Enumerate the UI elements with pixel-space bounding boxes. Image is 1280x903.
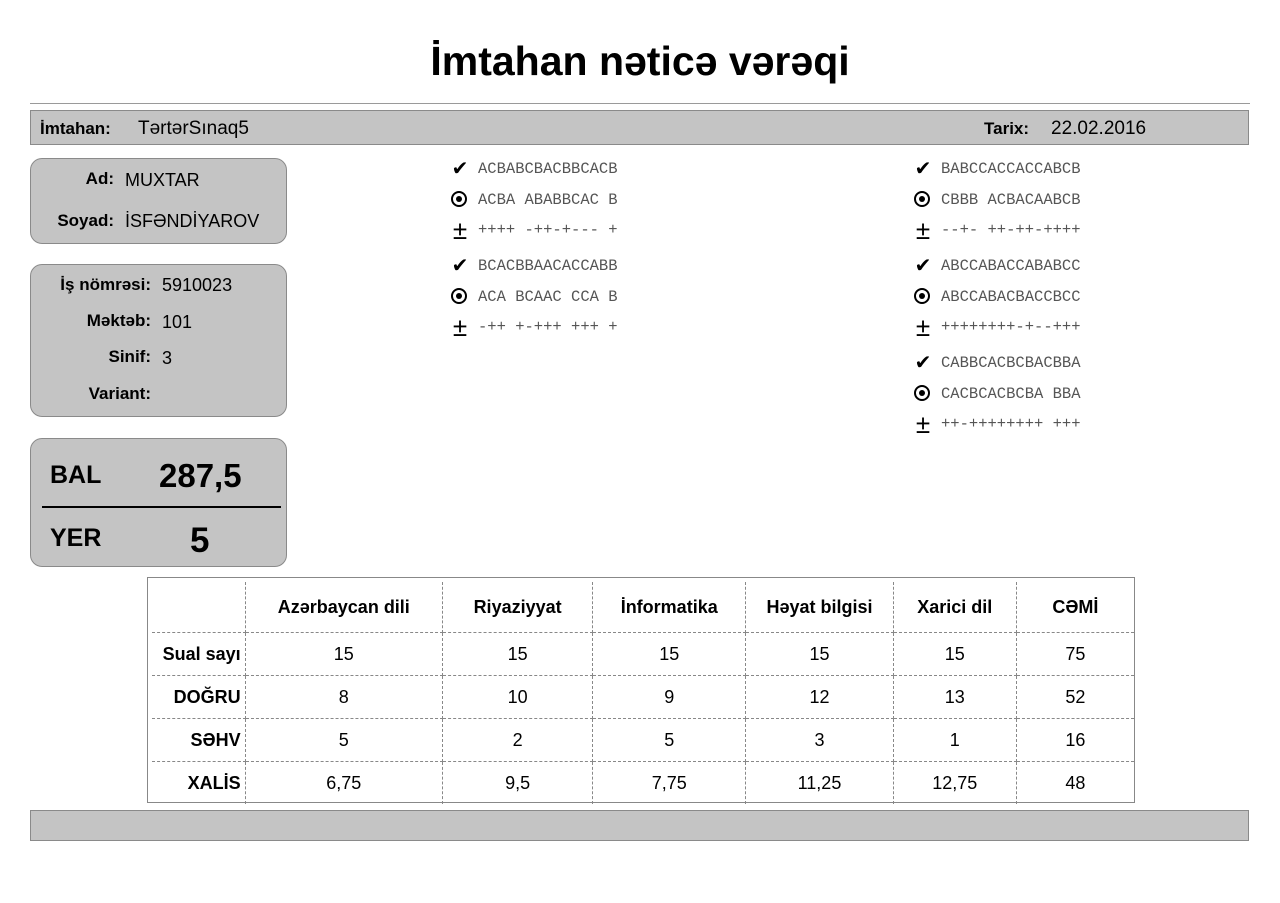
name-label: Ad: [85, 169, 114, 188]
grade-label: Sinif: [108, 347, 151, 366]
name-value: MUXTAR [125, 170, 200, 190]
plus-minus-icon: ± [452, 215, 468, 245]
answer-string: ABCCABACBACCBCC [941, 287, 1081, 306]
radio-dot-icon [450, 286, 470, 308]
table-cell: 15 [245, 633, 442, 676]
table-header: İnformatika [593, 582, 746, 633]
table-cell: 9 [593, 676, 746, 719]
surname-value: İSFƏNDİYAROV [125, 211, 260, 231]
table-row [152, 719, 1134, 762]
row-header: DOĞRU [152, 676, 245, 719]
answer-string: BCACBBAACACCABB [478, 257, 618, 275]
table-cell: 6,75 [245, 762, 442, 805]
table-cell: 12,75 [893, 762, 1016, 805]
table-cell: 2 [442, 719, 592, 762]
table-cell: 7,75 [593, 762, 746, 805]
table-header [152, 582, 245, 633]
table-cell: 75 [1016, 633, 1134, 676]
variant-label: Variant: [88, 384, 151, 403]
answer-string: ++++++++-+--+++ [941, 318, 1081, 336]
radio-dot-icon [913, 383, 933, 405]
table-cell: 5 [593, 719, 746, 762]
answer-string: -++ +-+++ +++ + [478, 318, 618, 336]
table-header: Xarici dil [893, 582, 1016, 633]
work-no-label: İş nömrəsi: [60, 275, 151, 294]
answer-string: ACA BCAAC CCA B [478, 287, 618, 306]
work-no-value: 5910023 [162, 275, 233, 295]
table-cell: 15 [442, 633, 592, 676]
table-cell: 48 [1065, 772, 1086, 793]
page-title: İmtahan nəticə vərəqi [430, 38, 850, 84]
surname-label: Soyad: [57, 211, 114, 230]
answer-string: --+- ++-++-++++ [941, 221, 1081, 239]
answer-string: ACBABCBACBBCACB [478, 160, 618, 178]
table-cell: 15 [593, 633, 746, 676]
date-label: Tarix: [984, 119, 1030, 138]
name-box [30, 158, 287, 244]
plus-minus-icon: ± [915, 409, 931, 439]
radio-dot-icon [450, 189, 470, 211]
table-cell: 12 [746, 676, 894, 719]
radio-dot-icon [913, 286, 933, 308]
footer-bar [30, 810, 1249, 841]
yer-value: 5 [190, 521, 210, 560]
answer-string: CBBB ACBACAABCB [941, 190, 1081, 209]
table-cell: 10 [442, 676, 592, 719]
answer-string: ABCCABACCABABCC [941, 257, 1081, 275]
plus-minus-icon: ± [915, 312, 931, 342]
answer-string: ++-++++++++ +++ [941, 415, 1081, 433]
checkmark-icon: ✔ [451, 158, 469, 180]
table-header: Azərbaycan dili [245, 582, 442, 633]
yer-label: YER [50, 524, 102, 552]
answer-string: CABBCACBCBACBBA [941, 354, 1081, 372]
bal-value: 287,5 [159, 457, 242, 494]
row-header: Sual sayı [152, 633, 245, 676]
table-header: Riyaziyyat [442, 582, 592, 633]
table-cell: 11,25 [746, 762, 894, 805]
answer-string: CACBCACBCBA BBA [941, 384, 1081, 403]
score-divider [42, 506, 281, 508]
date-value: 22.02.2016 [1051, 118, 1147, 139]
table-row [152, 633, 1134, 676]
checkmark-icon: ✔ [451, 255, 469, 277]
exam-label: İmtahan: [40, 119, 111, 138]
checkmark-icon: ✔ [914, 352, 932, 374]
table-cell: 52 [1016, 676, 1134, 719]
table-header: Həyat bilgisi [746, 582, 894, 633]
radio-dot-icon [913, 189, 933, 211]
school-label: Məktəb: [86, 311, 151, 330]
checkmark-icon: ✔ [914, 255, 932, 277]
table-cell: 5 [245, 719, 442, 762]
table-row [152, 676, 1134, 719]
exam-value: TərtərSınaq5 [138, 118, 249, 139]
plus-minus-icon: ± [452, 312, 468, 342]
plus-minus-icon: ± [915, 215, 931, 245]
table-cell: 15 [746, 633, 894, 676]
exam-bar [30, 110, 1249, 145]
table-header: CƏMİ [1016, 582, 1134, 633]
row-header: SƏHV [152, 719, 245, 762]
info-box [30, 264, 287, 417]
school-value: 101 [162, 312, 193, 332]
table-cell: 13 [893, 676, 1016, 719]
answer-string: ++++ -++-+--- + [478, 221, 618, 239]
row-header: XALİS [152, 762, 245, 805]
checkmark-icon: ✔ [914, 158, 932, 180]
score-box [30, 438, 287, 567]
table-cell: 9,5 [442, 762, 592, 805]
table-cell: 16 [1016, 719, 1134, 762]
grade-value: 3 [162, 348, 173, 368]
table-row [152, 762, 1134, 805]
table-cell: 15 [893, 633, 1016, 676]
results-table [147, 577, 1135, 803]
table-cell: 1 [893, 719, 1016, 762]
answer-string: ACBA ABABBCAC B [478, 190, 618, 209]
table-cell: 3 [746, 719, 894, 762]
table-cell: 8 [245, 676, 442, 719]
title-divider [30, 103, 1250, 104]
bal-label: BAL [50, 461, 102, 489]
answer-string: BABCCACCACCABCB [941, 160, 1081, 178]
